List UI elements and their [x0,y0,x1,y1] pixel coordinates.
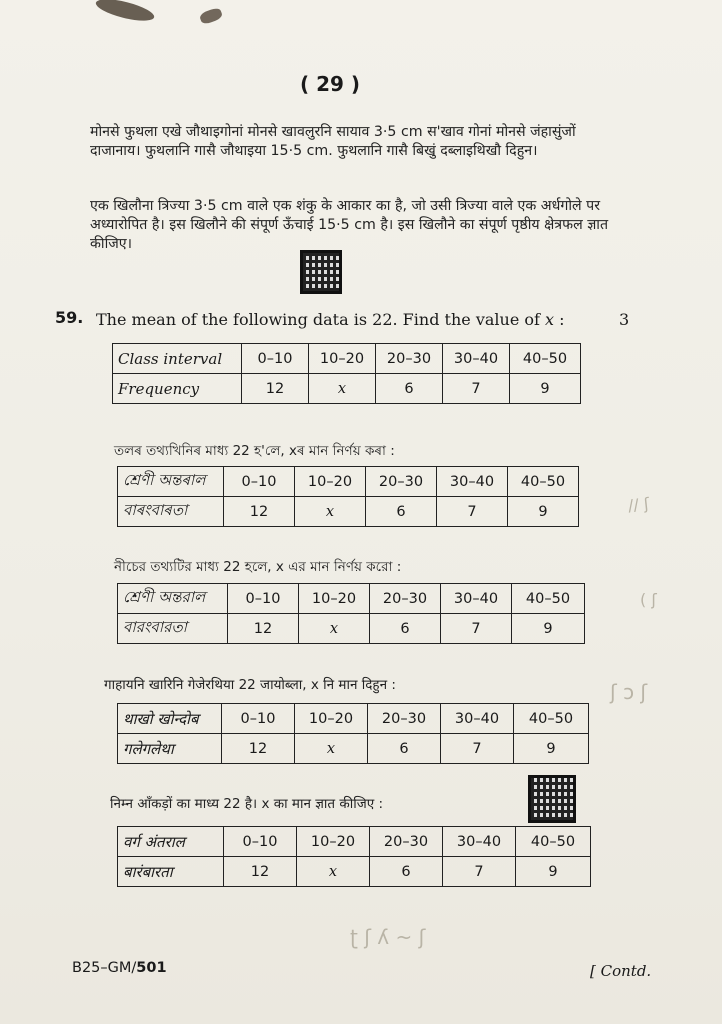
table-row [118,857,591,887]
frequency-cell: 6 [376,374,443,404]
frequency-cell: 6 [368,734,441,764]
class-interval-cell: 40–50 [514,704,589,734]
frequency-table-bodo [117,703,589,764]
class-interval-cell: 30–40 [443,344,510,374]
frequency-cell: 7 [441,734,514,764]
row-label: गलेगलेथा [118,734,222,764]
frequency-cell: 7 [443,374,510,404]
question-number: 59. [55,308,84,327]
table-row [113,374,581,404]
frequency-table-hindi [117,826,591,887]
class-interval-cell: 20–30 [376,344,443,374]
class-interval-cell: 0–10 [224,467,295,497]
frequency-table-bengali [117,583,585,644]
class-interval-cell: 30–40 [441,704,514,734]
paper-code: B25–GM/501 [72,960,167,976]
class-interval-cell: 40–50 [508,467,579,497]
class-interval-cell: 0–10 [222,704,295,734]
row-label: বারংবারতা [118,614,228,644]
row-label: बारंबारता [118,857,224,887]
frequency-cell: 9 [508,497,579,527]
class-interval-cell: 40–50 [516,827,591,857]
class-interval-cell: 30–40 [443,827,516,857]
frequency-cell: 12 [242,374,309,404]
frequency-cell: 12 [228,614,299,644]
table-row [118,467,579,497]
row-label: Class interval [113,344,242,374]
continued-note: [ Contd. [590,962,652,980]
ink-smudge [199,7,224,26]
frequency-cell: 9 [510,374,581,404]
frequency-table-english [112,343,581,404]
frequency-cell: 9 [514,734,589,764]
class-interval-cell: 0–10 [224,827,297,857]
table-row [118,584,585,614]
row-label: थाखो खोन्दोब [118,704,222,734]
class-interval-cell: 10–20 [309,344,376,374]
hindi-question-text: एक खिलौना त्रिज्या 3·5 cm वाले एक शंकु के आकार का है, जो उसी त्रिज्या वाले एक अर्धगोले पर अध्यारोपित है। इस खिलौने की संपूर्ण ऊँचाई 15·5 cm है। इस खिलौने का संपूर्ण पृष्ठीय क्षेत्रफल ज्ञात कीजिए। [90,198,609,252]
class-interval-cell: 40–50 [510,344,581,374]
frequency-cell: 6 [366,497,437,527]
table-row [118,614,585,644]
class-interval-cell: 30–40 [441,584,512,614]
class-interval-cell: 0–10 [242,344,309,374]
class-interval-cell: 20–30 [368,704,441,734]
question-marks: 3 [619,310,630,329]
table-row [118,497,579,527]
bodo-question-text: मोनसे फुथला एखे जौथाइगोनां मोनसे खावलुरनि सायाव 3·5 cm स'खाव गोनां मोनसे जंहासुंजों दाजानाय। फुथलानि गासै जौथाइया 15·5 cm. फुथलानि गासै बिखुं दब्लाइथिखौ दिहुन। [90,124,576,159]
class-interval-cell: 20–30 [370,827,443,857]
row-label: वर्ग अंतराल [118,827,224,857]
hindi-table-intro: निम्न आँकड़ों का माध्य 22 है। x का मान ज्ञात कीजिए : [110,796,384,812]
row-label: Frequency [113,374,242,404]
class-interval-cell: 10–20 [299,584,370,614]
pencil-scribble: ʃ ɔ ʃ [610,680,648,704]
class-interval-cell: 30–40 [437,467,508,497]
frequency-cell: 12 [224,497,295,527]
frequency-cell: x [295,497,366,527]
frequency-cell: 9 [512,614,585,644]
class-interval-cell: 10–20 [295,467,366,497]
frequency-cell: 7 [437,497,508,527]
frequency-cell: x [309,374,376,404]
frequency-cell: 12 [224,857,297,887]
question-text: The mean of the following data is 22. Find the value of x : [96,310,565,329]
pencil-scribble: ʈ ʃ ʎ ~ ʃ [350,925,426,949]
class-interval-cell: 20–30 [366,467,437,497]
pencil-scribble: // ʃ [627,493,651,516]
class-interval-cell: 20–30 [370,584,441,614]
table-row [118,827,591,857]
frequency-cell: x [299,614,370,644]
frequency-cell: 7 [443,857,516,887]
frequency-cell: 7 [441,614,512,644]
class-interval-cell: 10–20 [295,704,368,734]
pencil-scribble: ( ʃ [640,590,657,609]
frequency-cell: 6 [370,614,441,644]
bodo-table-intro: गाहायनि खारिनि गेजेरथिया 22 जायोब्ला, x नि मान दिहुन : [104,677,396,693]
row-label: শ্রেণী অন্তরাল [118,584,228,614]
assamese-question-text: তলৰ তথ্যখিনিৰ মাধ্য 22 হ'লে, xৰ মান নিৰ্ণয় কৰা : [114,443,395,459]
frequency-cell: 6 [370,857,443,887]
ink-smudge [94,0,156,25]
frequency-cell: x [297,857,370,887]
class-interval-cell: 0–10 [228,584,299,614]
class-interval-cell: 40–50 [512,584,585,614]
qr-code-icon [528,775,576,823]
bengali-question-text: নীচের তথ্যটির মাধ্য 22 হলে, x এর মান নির্ণয় করো : [114,559,402,575]
frequency-cell: x [295,734,368,764]
row-label: শ্ৰেণী অন্তৰাল [118,467,224,497]
table-row [118,734,589,764]
table-row [113,344,581,374]
frequency-cell: 9 [516,857,591,887]
qr-code-icon [300,250,342,294]
table-row [118,704,589,734]
page-number: ( 29 ) [300,72,361,96]
variable-x: x [545,310,555,329]
class-interval-cell: 10–20 [297,827,370,857]
frequency-cell: 12 [222,734,295,764]
row-label: বাৰংবাৰতা [118,497,224,527]
frequency-table-assamese [117,466,579,527]
